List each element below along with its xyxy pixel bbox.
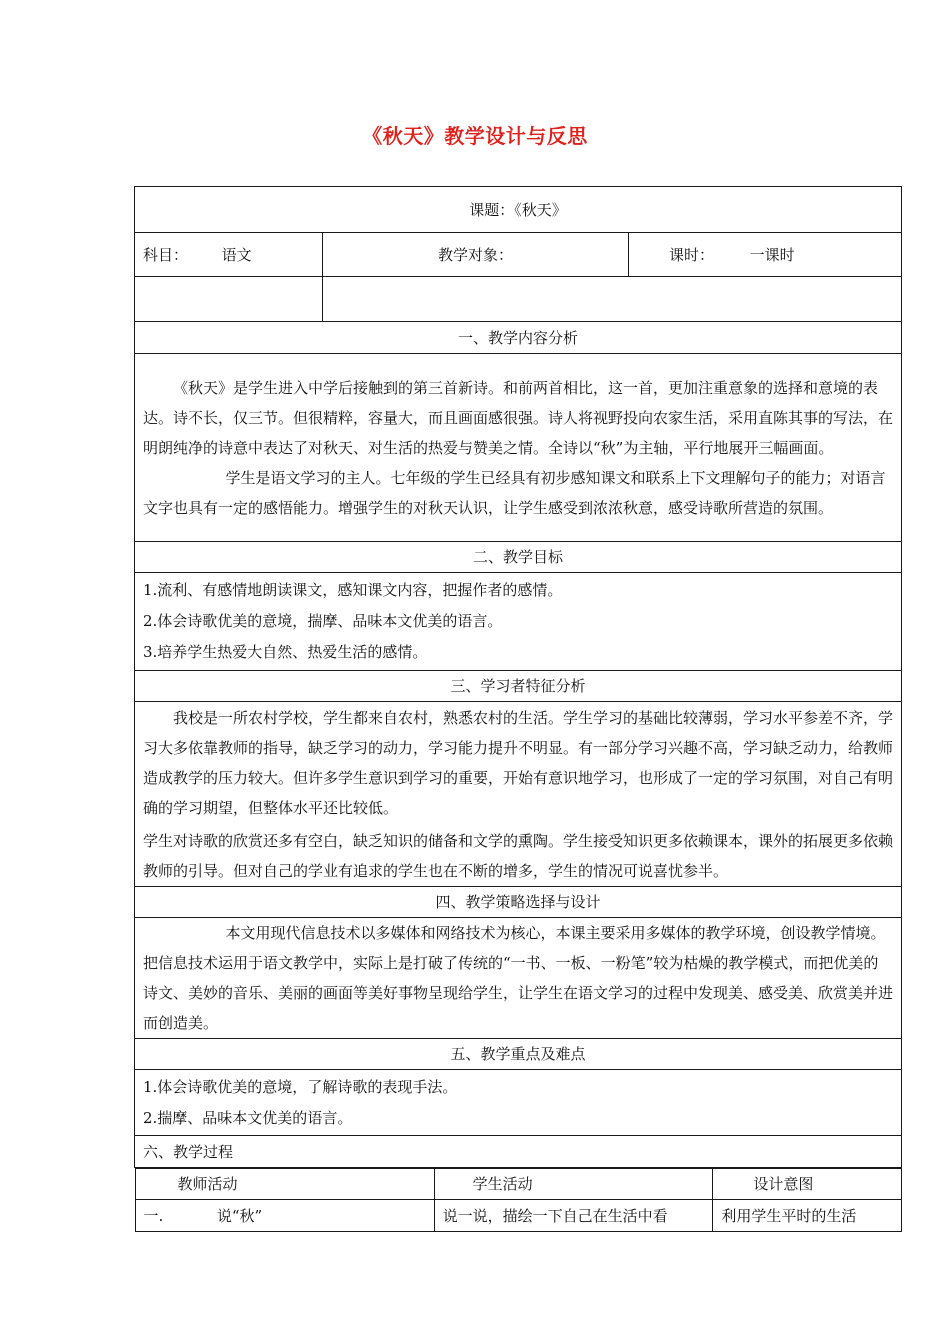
section-6-heading: 六、教学过程 <box>135 1136 902 1168</box>
lesson-plan-table <box>134 186 902 1232</box>
document-title: 《秋天》教学设计与反思 <box>362 124 588 148</box>
lesson-title: 课题：《秋天》 <box>469 200 567 219</box>
section-4-heading: 四、教学策略选择与设计 <box>135 887 902 918</box>
table-row <box>135 1200 901 1232</box>
teacher-activity-cell <box>135 1200 434 1232</box>
target-cell <box>323 233 629 277</box>
section-4-paragraph: 本文用现代信息技术以多媒体和网络技术为核心，本课主要采用多媒体的教学环境，创设教学情境。把信息技术运用于语文教学中，实际上是打破了传统的“一书、一板、一粉笔”较为枯燥的教学模式，而把优美的诗文、美妙的音乐、美丽的画面等美好事物呈现给学生，让学生在语文学习的过程中发现美、感受美、欣赏美并进而创造美。 <box>143 924 894 1032</box>
hours-value: 一课时 <box>749 245 795 264</box>
section-1-paragraph: 学生是语文学习的主人。七年级的学生已经具有初步感知课文和联系上下文理解句子的能力；对语言文字也具有一定的感悟能力。增强学生的对秋天认识，让学生感受到浓浓秋意，感受诗歌所营造的氛围。 <box>143 468 886 517</box>
step-title: 说“秋” <box>216 1206 263 1225</box>
column-header-student: 学生活动 <box>434 1169 713 1200</box>
target-label: 教学对象： <box>437 245 513 264</box>
process-table-wrapper <box>135 1168 902 1233</box>
student-activity-cell: 说一说，描绘一下自己在生活中看 <box>434 1200 713 1232</box>
key-point-item: 2.揣摩、品味本文优美的语言。 <box>143 1108 353 1127</box>
section-5-heading: 五、教学重点及难点 <box>135 1039 902 1070</box>
process-table <box>135 1168 902 1232</box>
subject-value: 语文 <box>221 245 252 264</box>
objective-item: 3.培养学生热爱大自然、热爱生活的感情。 <box>143 643 428 661</box>
section-5-body <box>135 1070 902 1136</box>
empty-cell-right <box>323 277 902 322</box>
section-4-body <box>135 918 902 1039</box>
section-1-heading: 一、教学内容分析 <box>135 322 902 354</box>
lesson-title-cell <box>135 187 902 233</box>
design-intent-cell: 利用学生平时的生活 <box>713 1200 901 1232</box>
hours-label: 课时： <box>669 245 715 264</box>
section-3-paragraph: 学生对诗歌的欣赏还多有空白，缺乏知识的储备和文学的熏陶。学生接受知识更多依赖课本，课外的拓展更多依赖教师的引导。但对自己的学业有追求的学生也在不断的增多，学生的情况可说喜忧参半。 <box>143 831 894 880</box>
empty-cell-left <box>135 277 323 322</box>
step-number: 一. <box>143 1206 164 1225</box>
key-point-item: 1.体会诗歌优美的意境，了解诗歌的表现手法。 <box>143 1077 458 1096</box>
hours-cell <box>629 233 902 277</box>
objective-item: 2.体会诗歌优美的意境，揣摩、品味本文优美的语言。 <box>143 612 503 630</box>
section-2-heading: 二、教学目标 <box>135 542 902 573</box>
column-header-teacher: 教师活动 <box>135 1169 434 1200</box>
objective-item: 1.流利、有感情地朗读课文，感知课文内容，把握作者的感情。 <box>143 581 563 599</box>
column-header-intent: 设计意图 <box>713 1169 901 1200</box>
section-2-body <box>135 573 902 671</box>
subject-cell <box>135 233 323 277</box>
section-3-heading: 三、学习者特征分析 <box>135 671 902 702</box>
subject-label: 科目： <box>143 245 189 264</box>
section-3-body <box>135 702 902 887</box>
section-1-body <box>135 354 902 542</box>
section-1-paragraph: 《秋天》是学生进入中学后接触到的第三首新诗。和前两首相比，这一首，更加注重意象的选择和意境的表达。诗不长，仅三节。但很精粹，容量大，而且画面感很强。诗人将视野投向农家生活，采用直陈其事的写法，在明朗纯净的诗意中表达了对秋天、对生活的热爱与赞美之情。全诗以“秋”为主轴，平行地展开三幅画面。 <box>143 378 894 457</box>
section-3-paragraph: 我校是一所农村学校，学生都来自农村，熟悉农村的生活。学生学习的基础比较薄弱，学习水平参差不齐，学习大多依靠教师的指导，缺乏学习的动力，学习能力提升不明显。有一部分学习兴趣不高，学习缺乏动力，给教师造成教学的压力较大。但许多学生意识到学习的重要，开始有意识地学习，也形成了一定的学习氛围，对自己有明确的学习期望，但整体水平还比较低。 <box>143 708 894 817</box>
